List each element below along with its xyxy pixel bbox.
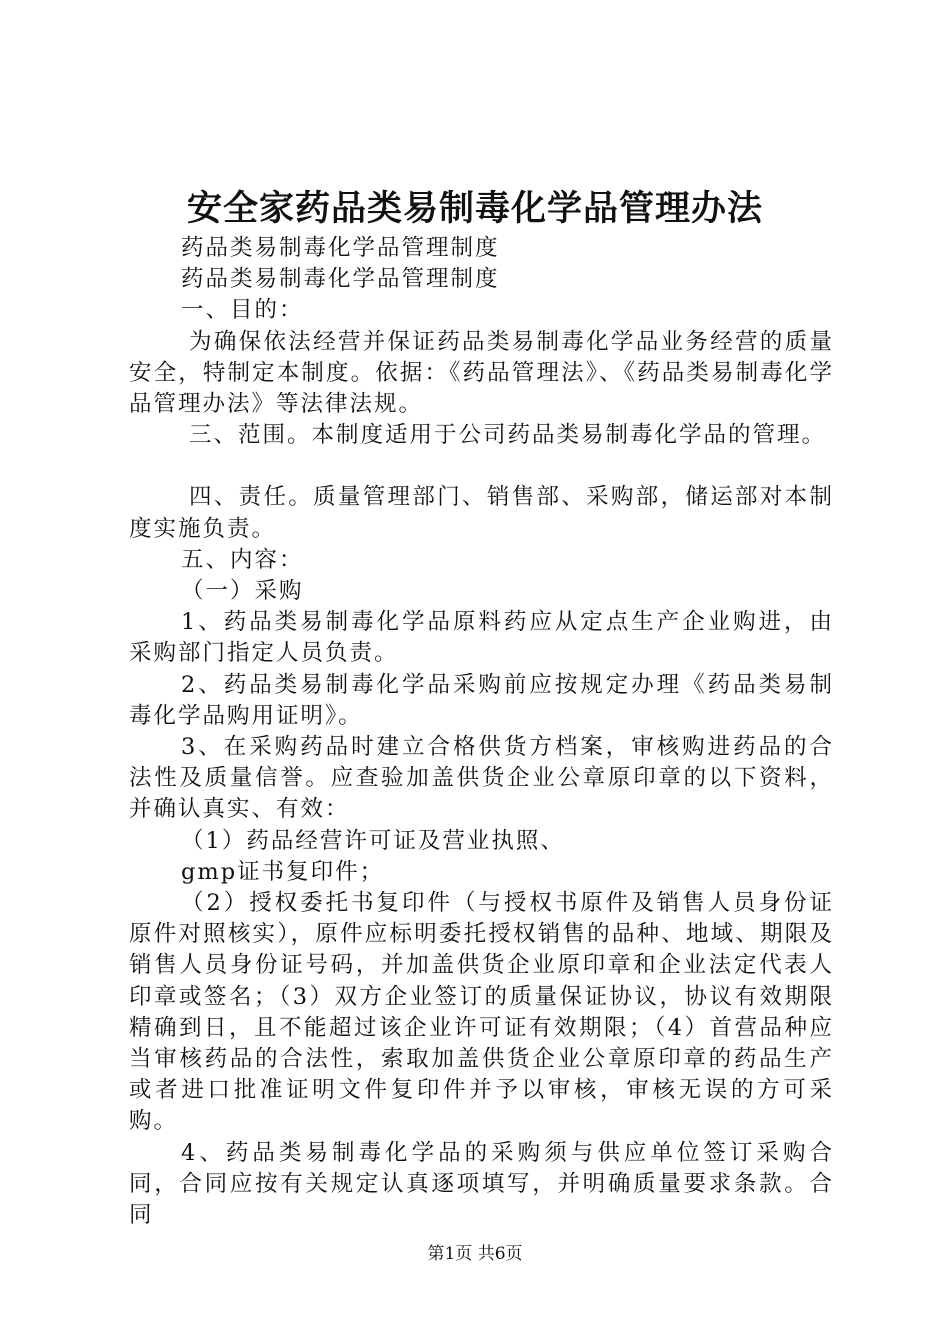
section-heading-responsibility: 四、责任。质量管理部门、销售部、采购部，储运部对本制度实施负责。	[129, 484, 834, 542]
paragraph-subtitle-2: 药品类易制毒化学品管理制度	[181, 266, 500, 293]
page-footer: 第1页 共6页	[427, 1244, 523, 1264]
paragraph-subitem-1: （1）药品经营许可证及营业执照、	[181, 827, 565, 854]
paragraph-item-2: 2、药品类易制毒化学品采购前应按规定办理《药品类易制毒化学品购用证明》。	[129, 671, 834, 729]
section-heading-content: 五、内容：	[181, 546, 304, 573]
paragraph-purpose: 为确保依法经营并保证药品类易制毒化学品业务经营的质量安全，特制定本制度。依据：《药品管理法》、《药品类易制毒化学品管理办法》等法律法规。	[129, 328, 834, 418]
paragraph-item-1: 1、药品类易制毒化学品原料药应从定点生产企业购进，由采购部门指定人员负责。	[129, 609, 834, 667]
paragraph-item-4: 4、药品类易制毒化学品的采购须与供应单位签订采购合同，合同应按有关规定认真逐项填写，并明确质量要求条款。合同	[129, 1139, 834, 1229]
section-heading-scope: 三、范围。本制度适用于公司药品类易制毒化学品的管理。	[189, 422, 827, 449]
section-heading-purpose: 一、目的：	[181, 297, 304, 324]
paragraph-subitem-2-4: （2）授权委托书复印件（与授权书原件及销售人员身份证原件对照核实），原件应标明委托授权销售的品种、地域、期限及销售人员身份证号码，并加盖供货企业原印章和企业法定代表人印章或签名；（3）双方企业签订的质量保证协议，协议有效期限精确到日，且不能超过该企业许可证有效期限；（4）首营品种应当审核药品的合法性，索取加盖供货企业公章原印章的药品生产或者进口批准证明文件复印件并予以审核，审核无误的方可采购。	[129, 890, 834, 1135]
paragraph-gmp: gmp证书复印件；	[181, 858, 385, 885]
subsection-heading-purchase: （一）采购	[181, 578, 304, 605]
paragraph-item-3: 3、在采购药品时建立合格供货方档案，审核购进药品的合法性及质量信誉。应查验加盖供货企业公章原印章的以下资料，并确认真实、有效：	[129, 734, 834, 823]
document-title: 安全家药品类易制毒化学品管理办法	[186, 188, 763, 229]
paragraph-gap	[129, 451, 834, 482]
paragraph-subtitle-1: 药品类易制毒化学品管理制度	[181, 235, 500, 261]
document-body	[129, 233, 834, 1231]
